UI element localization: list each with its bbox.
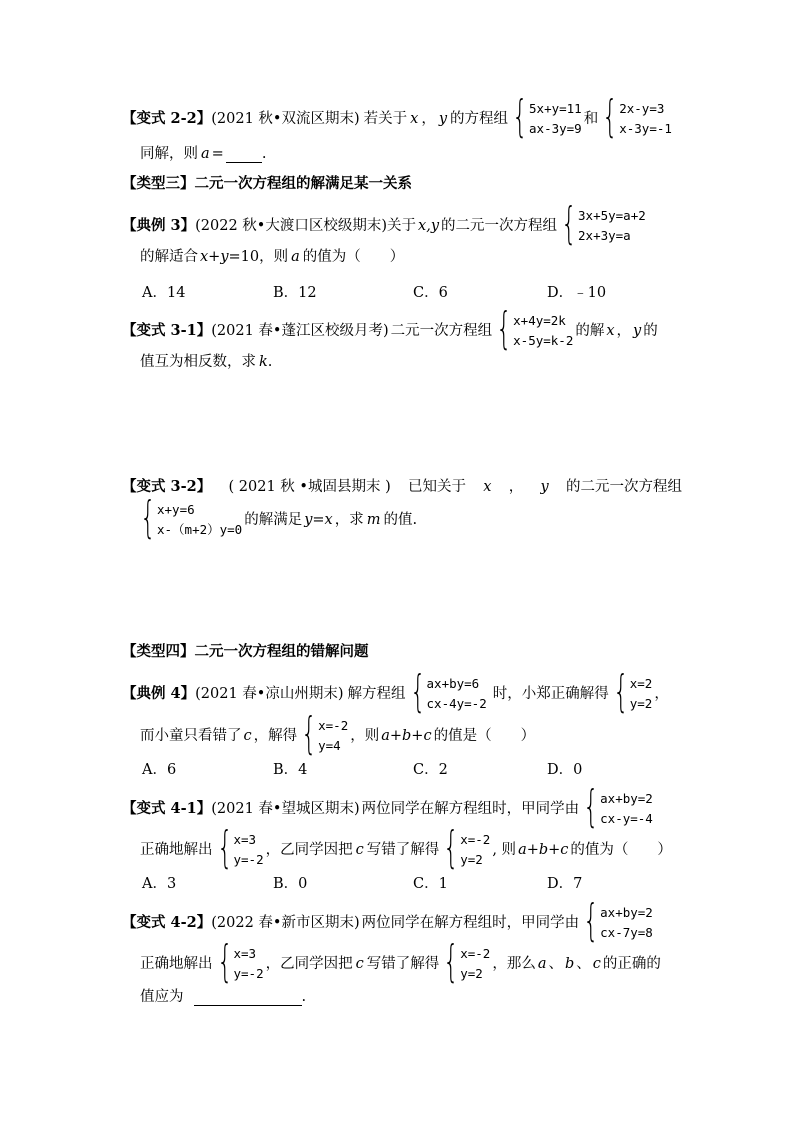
option-a[interactable]: A．6 <box>142 762 177 778</box>
solution-system: { x=-2 y=2 <box>443 936 491 987</box>
problem-source: (2021 秋•双流区期末) <box>211 111 360 127</box>
solution-system: { x=3 y=-2 <box>216 822 264 873</box>
section-heading-type-3: 【类型三】二元一次方程组的解满足某一关系 <box>122 175 412 192</box>
option-c[interactable]: C．1 <box>413 876 448 892</box>
variant-2-2-line1: 【变式 2-2】 (2021 秋•双流区期末) 若关于 x ， y 的方程组 { 5x+y=11 ax-3y=9 和 { 2x-y=3 x-3y=-1 <box>122 91 672 142</box>
variant-4-1-line2: 正确地解出 { x=3 y=-2 ，乙同学因把 c 写错了解得 { x=-2 y=2 , 则 a+b+c 的值为（ ） <box>140 822 672 873</box>
variant-3-1-line2: 值互为相反数，求 k . <box>140 354 273 370</box>
problem-tag: 【变式 3-2】 <box>122 478 212 495</box>
variant-4-2-line2: 正确地解出 { x=3 y=-2 ，乙同学因把 c 写错了解得 { x=-2 y=2 ，那么 a 、 b 、 c 的正确的 <box>140 936 661 987</box>
option-d[interactable]: D．7 <box>547 876 583 892</box>
variant-4-1-line1: 【变式 4-1】 (2021 春•望城区期末) 两位同学在解方程组时，甲同学由 { ax+by=2 cx-y=-4 <box>122 781 653 832</box>
option-b[interactable]: B．0 <box>273 876 308 892</box>
problem-source: (2021 春•凉山州期末) <box>195 686 344 702</box>
problem-tag: 【变式 4-2】 <box>122 914 212 931</box>
variant-3-2-line2: { x+y=6 x-（m+2）y=0 的解满足 y=x ，求 m 的值. <box>138 500 417 540</box>
problem-source: (2021 春•蓬江区校级月考) <box>211 323 389 339</box>
option-d[interactable]: D．0 <box>547 762 583 778</box>
example-3-line2: 的解适合 x+y =10，则 a 的值为（ ） <box>140 249 405 265</box>
solution-system: { x=3 y=-2 <box>216 936 264 987</box>
problem-source: (2022 秋•大渡口区校级期末) <box>195 218 388 234</box>
section-heading-type-4: 【类型四】二元一次方程组的错解问题 <box>122 643 369 660</box>
example-4-line2: 而小童只看错了 c ，解得 { x=-2 y=4 ，则 a+b+c 的值是（ ） <box>140 708 536 759</box>
equation-system: { 5x+y=11 ax-3y=9 <box>512 91 582 142</box>
solution-system: { x=-2 y=4 <box>301 708 349 759</box>
option-c[interactable]: C．2 <box>413 762 448 778</box>
option-a[interactable]: A．14 <box>142 285 186 301</box>
option-b[interactable]: B．4 <box>273 762 308 778</box>
variant-3-1-line1: 【变式 3-1】 (2021 春•蓬江区校级月考) 二元一次方程组 { x+4y=2k x-5y=k-2 的解 x ， y 的 <box>122 303 658 354</box>
variant-3-2-line1: 【变式 3-2】 ( 2021 秋 •城固县期末 ) 已知关于 x ， y 的二元一次方程组 <box>122 478 682 495</box>
option-d[interactable]: D．﹣10 <box>547 285 607 301</box>
equation-system: { 2x-y=3 x-3y=-1 <box>602 91 672 142</box>
option-c[interactable]: C．6 <box>413 285 448 301</box>
example-3-line1: 【典例 3】 (2022 秋•大渡口区校级期末) 关于 x,y 的二元一次方程组 { 3x+5y=a+2 2x+3y=a <box>122 198 646 249</box>
equation-system: { ax+by=2 cx-7y=8 <box>583 895 653 946</box>
answer-blank[interactable] <box>226 146 262 163</box>
problem-source: (2022 春•新市区期末) <box>211 915 360 931</box>
equation-system: { x+4y=2k x-5y=k-2 <box>496 303 574 354</box>
variant-4-2-line1: 【变式 4-2】 (2022 春•新市区期末) 两位同学在解方程组时，甲同学由 { ax+by=2 cx-7y=8 <box>122 895 653 946</box>
problem-source: (2021 春•望城区期末) <box>211 801 360 817</box>
equation-system: { x+y=6 x-（m+2）y=0 <box>140 492 243 543</box>
option-b[interactable]: B．12 <box>273 285 317 301</box>
answer-blank[interactable] <box>194 989 302 1006</box>
variant-4-2-line3: 值应为 . <box>140 989 307 1005</box>
problem-tag: 【变式 4-1】 <box>122 800 212 817</box>
problem-tag: 【变式 3-1】 <box>122 322 212 339</box>
option-a[interactable]: A．3 <box>142 876 177 892</box>
example-4-line1: 【典例 4】 (2021 春•凉山州期末) 解方程组 { ax+by=6 cx-4y=-2 时，小郑正确解得 { x=2 y=2 ， <box>122 666 669 717</box>
problem-source: ( 2021 秋 •城固县期末 ) <box>228 479 391 495</box>
solution-system: { x=-2 y=2 <box>443 822 491 873</box>
equation-system: { ax+by=2 cx-y=-4 <box>583 781 653 832</box>
problem-tag: 【变式 2-2】 <box>122 110 212 127</box>
problem-tag: 【典例 4】 <box>122 685 196 702</box>
solution-system: { x=2 y=2 <box>613 666 653 717</box>
problem-tag: 【典例 3】 <box>122 217 196 234</box>
variant-2-2-line2: 同解，则 a = . <box>140 146 267 162</box>
equation-system: { 3x+5y=a+2 2x+3y=a <box>561 198 646 249</box>
equation-system: { ax+by=6 cx-4y=-2 <box>409 666 487 717</box>
